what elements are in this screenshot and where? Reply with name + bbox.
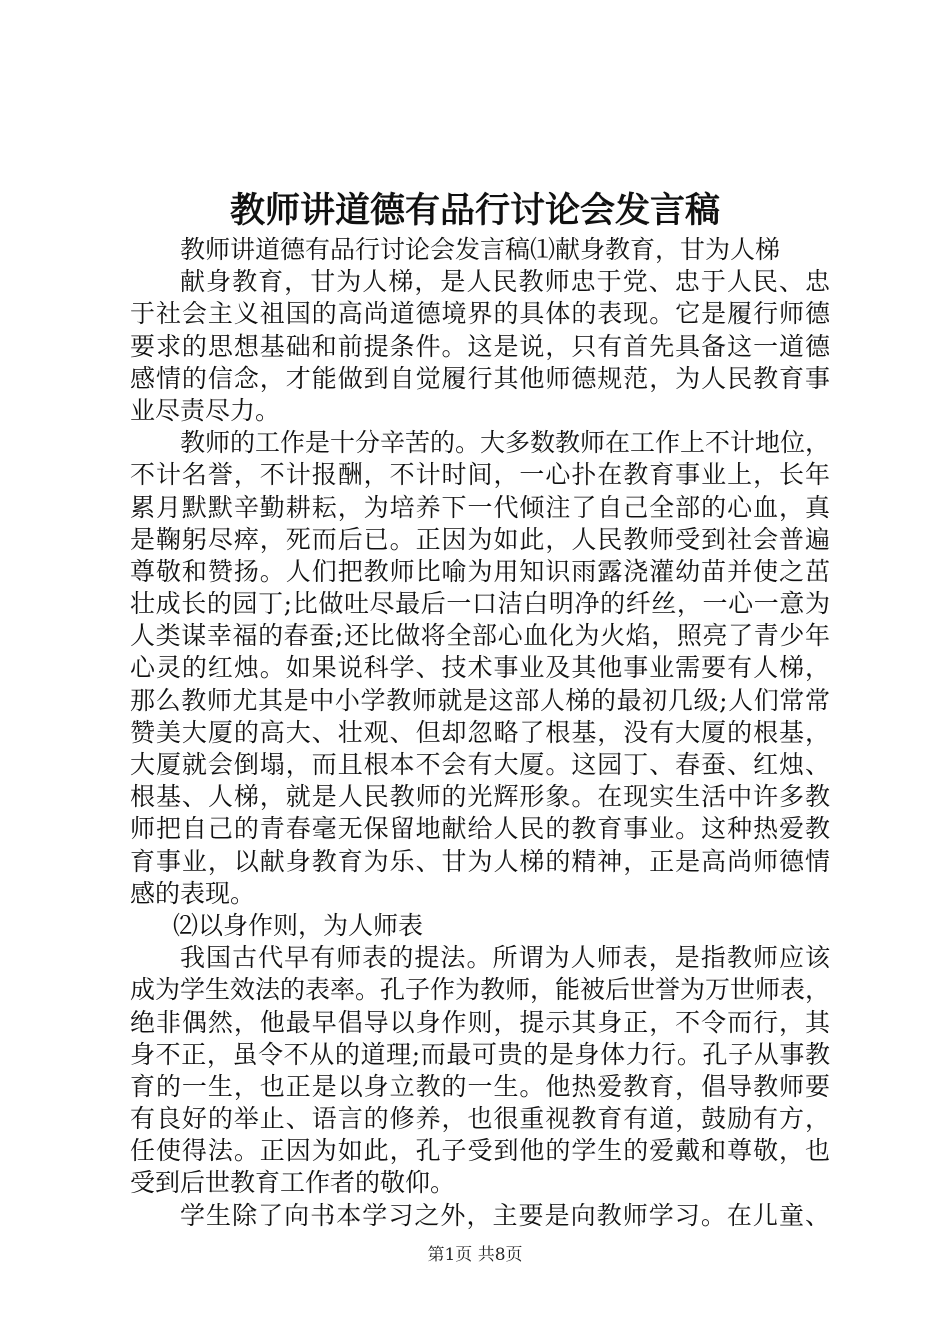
- page-footer: 第1页 共8页: [427, 1245, 523, 1265]
- document-body: [130, 234, 830, 1232]
- paragraph-line: 要求的思想基础和前提条件。这是说，只有首先具备这一道德: [130, 331, 830, 361]
- paragraph-line: 受到后世教育工作者的敬仰。: [130, 1168, 456, 1198]
- paragraph-line: 业尽责尽力。: [130, 395, 281, 425]
- paragraph-line: 献身教育，甘为人梯，是人民教师忠于党、忠于人民、忠: [180, 267, 830, 297]
- paragraph-line: 育的一生，也正是以身立教的一生。他热爱教育，倡导教师要: [130, 1071, 830, 1101]
- paragraph-line: 感情的信念，才能做到自觉履行其他师德规范，为人民教育事: [130, 363, 830, 393]
- paragraph-line: 是鞠躬尽瘁，死而后已。正因为如此，人民教师受到社会普遍: [130, 524, 830, 554]
- paragraph-line: 我国古代早有师表的提法。所谓为人师表，是指教师应该: [180, 943, 830, 973]
- paragraph-line: 身不正，虽令不从的道理;而最可贵的是身体力行。孔子从事教: [130, 1039, 830, 1069]
- paragraph-line: 尊敬和赞扬。人们把教师比喻为用知识雨露浇灌幼苗并使之茁: [130, 556, 830, 586]
- paragraph-line: 教师讲道德有品行讨论会发言稿⑴献身教育，甘为人梯: [180, 235, 781, 264]
- paragraph-line: 不计名誉，不计报酬，不计时间，一心扑在教育事业上，长年: [130, 460, 830, 490]
- paragraph-line: 大厦就会倒塌，而且根本不会有大厦。这园丁、春蚕、红烛、: [130, 750, 830, 779]
- document-title: 教师讲道德有品行讨论会发言稿: [229, 190, 720, 231]
- paragraph-line: 师把自己的青春毫无保留地献给人民的教育事业。这种热爱教: [130, 814, 830, 844]
- paragraph-line: 累月默默辛勤耕耘，为培养下一代倾注了自己全部的心血，真: [130, 492, 830, 522]
- paragraph-line: 壮成长的园丁;比做吐尽最后一口洁白明净的纤丝，一心一意为: [130, 589, 830, 619]
- paragraph-line: 心灵的红烛。如果说科学、技术事业及其他事业需要有人梯，: [130, 653, 830, 683]
- section-heading: ⑵以身作则，为人师表: [173, 910, 424, 940]
- paragraph-line: 有良好的举止、语言的修养，也很重视教育有道，鼓励有方，: [130, 1104, 830, 1134]
- paragraph-line: 教师的工作是十分辛苦的。大多数教师在工作上不计地位，: [180, 428, 831, 458]
- paragraph-line: 于社会主义祖国的高尚道德境界的具体的表现。它是履行师德: [130, 299, 830, 329]
- paragraph-line: 赞美大厦的高大、壮观、但却忽略了根基，没有大厦的根基，: [130, 717, 830, 747]
- paragraph-line: 根基、人梯，就是人民教师的光辉形象。在现实生活中许多教: [130, 782, 830, 812]
- paragraph-line: 任使得法。正因为如此，孔子受到他的学生的爱戴和尊敬，也: [130, 1136, 830, 1166]
- paragraph-line: 人类谋幸福的春蚕;还比做将全部心血化为火焰，照亮了青少年: [130, 621, 830, 651]
- paragraph-line: 育事业，以献身教育为乐、甘为人梯的精神，正是高尚师德情: [130, 846, 830, 876]
- paragraph-line: 绝非偶然，他最早倡导以身作则，提示其身正，不令而行，其: [130, 1007, 830, 1037]
- paragraph-line: 那么教师尤其是中小学教师就是这部人梯的最初几级;人们常常: [130, 685, 830, 715]
- paragraph-line: 感的表现。: [130, 878, 256, 908]
- paragraph-line: 成为学生效法的表率。孔子作为教师，能被后世誉为万世师表，: [130, 975, 831, 1005]
- paragraph-line: 学生除了向书本学习之外，主要是向教师学习。在儿童、: [180, 1200, 830, 1230]
